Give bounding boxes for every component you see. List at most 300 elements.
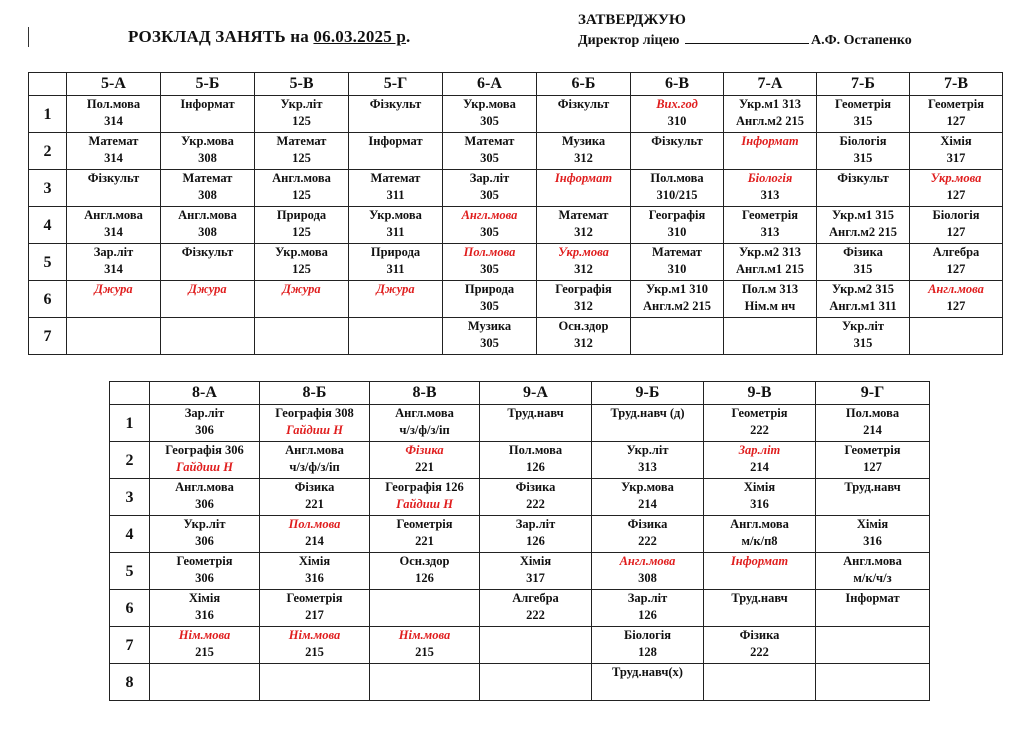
subject-text: Геометрія [844,443,901,457]
room-text: 311 [386,225,405,239]
room-text: 311 [386,188,405,202]
lesson-cell [370,627,480,664]
lesson-cell [443,133,537,170]
lesson-cell [817,318,910,355]
lesson-number: 7 [29,318,67,355]
subject-text: Укр.м1 315 [831,208,895,222]
subject-text: Хімія [743,480,776,494]
lesson-cell [161,318,255,355]
lesson-cell [161,96,255,133]
room-text: 311 [386,262,405,276]
table-row [29,244,1003,281]
lesson-cell [592,516,704,553]
table-row [110,479,930,516]
room-text: 305 [480,114,499,128]
room-text: 310 [667,114,687,128]
subject-text: Біологія [932,208,980,222]
subject-text: Математ [276,134,327,148]
lesson-cell [724,170,817,207]
room-text: 214 [305,534,324,548]
table-row [29,96,1003,133]
subject-text: Геометрія [741,208,799,222]
subject-text: Осн.здор [399,554,450,568]
lesson-cell [370,553,480,590]
lesson-cell [480,516,592,553]
lesson-number: 4 [110,516,150,553]
class-header: 9-Б [592,382,704,405]
subject-text: Фізика [515,480,556,494]
room-text: Англ.м2 215 [642,299,712,313]
room-text: м/к/ч/з [853,571,892,585]
subject-text: Нім.мова [178,628,231,642]
subject-text: Джура [188,282,227,296]
lesson-cell [67,207,161,244]
subject-text: Укр.мова [275,245,328,259]
lesson-cell [255,170,349,207]
lesson-cell [67,281,161,318]
subject-text: Інформат [554,171,613,185]
subject-text: Зар.літ [469,171,510,185]
lesson-cell [817,207,910,244]
room-text: 314 [104,151,123,165]
room-text: 314 [104,225,123,239]
lesson-number: 4 [29,207,67,244]
lesson-cell [910,244,1003,281]
lesson-number: 3 [29,170,67,207]
lesson-cell [255,244,349,281]
subject-text: Укр.мова [181,134,234,148]
table-row [110,516,930,553]
lesson-cell [537,170,631,207]
subject-text: Біологія [747,171,793,185]
subject-text: Геометрія [176,554,233,568]
lesson-cell [255,281,349,318]
lesson-cell [631,281,724,318]
room-text: м/к/п8 [741,534,778,548]
lesson-cell [592,590,704,627]
lesson-cell [816,516,930,553]
room-text: 306 [195,571,214,585]
lesson-cell [537,96,631,133]
subject-text: Англ.мова [730,517,789,531]
room-text: 222 [526,608,545,622]
lesson-cell [443,170,537,207]
lesson-cell [537,133,631,170]
lesson-cell [704,627,816,664]
subject-text: Інформат [741,134,799,148]
subject-text: Пол.мова [288,517,341,531]
room-text: 305 [480,336,499,350]
subject-text: Англ.мова [461,208,518,222]
room-text: 312 [574,336,593,350]
lesson-cell [260,664,370,701]
lesson-cell [910,281,1003,318]
lesson-cell [150,479,260,516]
class-header: 6-А [443,73,537,96]
subject-text: Укр.мова [930,171,982,185]
subject-text: Осн.здор [558,319,609,333]
subject-text: Труд.навч (д) [610,406,685,420]
lesson-cell [67,96,161,133]
subject-text: Укр.мова [369,208,422,222]
subject-text: Труд.навч(х) [612,665,683,679]
lesson-cell [260,479,370,516]
subject-text: Укр.літ [280,97,323,111]
room-text: Англ.м2 215 [735,114,805,128]
subject-text: Фізкульт [369,97,422,111]
subject-text: Біологія [839,134,887,148]
lesson-cell [631,244,724,281]
subject-text: Географія [555,282,612,296]
lesson-cell [537,207,631,244]
page-title [128,27,410,47]
subject-text: Біологія [624,628,671,642]
subject-text: Геометрія [396,517,453,531]
room-text: 127 [863,460,882,474]
subject-text: Укр.м1 313 [738,97,802,111]
lesson-cell [161,244,255,281]
lesson-cell [255,207,349,244]
lesson-cell [704,590,816,627]
schedule-date: 06.03.2025 р [313,27,407,46]
lesson-cell [370,516,480,553]
lesson-cell [443,207,537,244]
subject-text: Фізика [739,628,780,642]
class-header: 7-Б [817,73,910,96]
subject-text: Вих.год [656,97,698,111]
room-text: 221 [415,534,434,548]
subject-text: Джура [376,282,415,296]
director-line [578,31,912,49]
subject-text: Фізкульт [651,134,703,148]
room-text: 315 [853,262,873,276]
room-text: 310 [667,262,687,276]
lesson-cell [349,207,443,244]
lesson-cell [349,244,443,281]
lesson-cell [161,281,255,318]
lesson-cell [704,442,816,479]
room-text: 312 [574,151,593,165]
room-text: 222 [638,534,657,548]
subject-text: Географія [648,208,706,222]
class-header: 8-Б [260,382,370,405]
approval-block [578,12,912,49]
lesson-cell [255,96,349,133]
lesson-number: 2 [110,442,150,479]
room-text: 215 [305,645,324,659]
subject-text: Нім.мова [398,628,451,642]
lesson-cell [260,516,370,553]
subject-text: Пол.мова [508,443,563,457]
room-text: 315 [853,114,873,128]
room-text: 214 [638,497,657,511]
lesson-cell [150,516,260,553]
class-header: 5-Б [161,73,255,96]
lesson-cell [631,133,724,170]
room-text: 313 [760,225,780,239]
subject-text: Математ [558,208,609,222]
room-text: 306 [195,423,214,437]
subject-text: Зар.літ [627,591,668,605]
room-text: 127 [946,299,966,313]
class-header: 9-А [480,382,592,405]
table-row [110,627,930,664]
subject-text: Математ [464,134,515,148]
room-text: 125 [292,262,311,276]
room-text: 306 [195,534,214,548]
table-row [29,318,1003,355]
subject-text: Фізика [405,443,444,457]
room-text: 128 [638,645,657,659]
subject-text: Укр.літ [626,443,669,457]
lesson-number: 3 [110,479,150,516]
room-text: 127 [946,114,966,128]
room-text: 126 [526,460,545,474]
schedule-table-grades-8-9 [109,381,930,701]
lesson-cell [816,553,930,590]
room-text: Англ.м2 215 [828,225,898,239]
subject-text: Укр.літ [183,517,226,531]
room-text: 310 [667,225,687,239]
room-text: 217 [305,608,324,622]
subject-text: Інформат [368,134,423,148]
room-text: 126 [526,534,545,548]
lesson-cell [480,442,592,479]
room-text: 215 [195,645,214,659]
room-text: 316 [750,497,769,511]
class-header: 9-Г [816,382,930,405]
schedule-table-grades-5-7 [28,72,1003,355]
lesson-cell [816,405,930,442]
lesson-cell [480,553,592,590]
lesson-cell [704,479,816,516]
room-text: 308 [638,571,657,585]
lesson-cell [910,96,1003,133]
room-text: Англ.м1 215 [735,262,805,276]
subject-text: Англ.мова [843,554,902,568]
lesson-cell [349,318,443,355]
subject-text: Фізика [843,245,883,259]
subject-text: Інформат [180,97,235,111]
room-text: 316 [305,571,324,585]
room-text: 214 [863,423,882,437]
subject-text: Інформат [845,591,900,605]
lesson-cell [592,627,704,664]
subject-text: Англ.мова [84,208,143,222]
lesson-cell [537,281,631,318]
room-text: 306 [195,497,214,511]
subject-text: Джура [94,282,133,296]
table-row [110,442,930,479]
subject-text: Алгебра [932,245,980,259]
lesson-cell [724,133,817,170]
lesson-cell [370,442,480,479]
lesson-cell [480,627,592,664]
lesson-cell [817,170,910,207]
subject-text: Укр.м2 315 [831,282,895,296]
room-text: 313 [760,188,780,202]
subject-text: Джура [282,282,321,296]
room-text: 308 [198,225,217,239]
class-header: 6-В [631,73,724,96]
lesson-cell [592,664,704,701]
lesson-cell [817,96,910,133]
lesson-cell [910,318,1003,355]
room-text: 305 [480,151,499,165]
lesson-cell [592,553,704,590]
lesson-cell [592,479,704,516]
lesson-cell [631,207,724,244]
subject-text: Хімія [940,134,972,148]
subject-text: Фізкульт [557,97,610,111]
lesson-cell [260,553,370,590]
subject-text: Геометрія [927,97,985,111]
lesson-cell [370,664,480,701]
lesson-cell [150,553,260,590]
corner-cell [110,382,150,405]
subject-text: Укр.м2 313 [738,245,802,259]
subject-text: Фізика [627,517,668,531]
subject-text: Англ.мова [928,282,984,296]
lesson-number: 5 [29,244,67,281]
lesson-number: 2 [29,133,67,170]
room-text: 310/215 [656,188,698,202]
lesson-cell [349,96,443,133]
table-row [110,405,930,442]
subject-text: Укр.літ [841,319,885,333]
lesson-cell [724,207,817,244]
subject-text: Англ.мова [178,208,237,222]
subject-text: Укр.мова [621,480,674,494]
table-row [110,590,930,627]
director-label: Директор ліцею [578,33,680,48]
table-row [29,170,1003,207]
subject-text: Геометрія [834,97,892,111]
subject-text: Фізика [294,480,335,494]
subject-text: Хімія [298,554,331,568]
lesson-cell [67,133,161,170]
class-header: 7-А [724,73,817,96]
room-text: 125 [292,225,311,239]
lesson-cell [150,442,260,479]
lesson-cell [349,170,443,207]
table-row [29,133,1003,170]
subject-text: Алгебра [512,591,559,605]
title-text: РОЗКЛАД ЗАНЯТЬ на [128,27,314,46]
class-header: 5-Г [349,73,443,96]
class-header: 6-Б [537,73,631,96]
lesson-cell [537,318,631,355]
lesson-number: 6 [29,281,67,318]
lesson-cell [161,170,255,207]
subject-text: Фізкульт [87,171,140,185]
text-cursor [28,27,29,47]
lesson-cell [349,281,443,318]
title-period: . [406,27,411,46]
lesson-cell [704,664,816,701]
subject-text: Англ.мова [285,443,344,457]
subject-text: Географія 126 [385,480,464,494]
table-header-row [29,73,1003,96]
subject-text: Пол.мова [86,97,141,111]
lesson-cell [631,318,724,355]
lesson-number: 5 [110,553,150,590]
room-text: 214 [750,460,769,474]
lesson-cell [480,405,592,442]
table-row [110,664,930,701]
lesson-cell [724,96,817,133]
room-text: 126 [415,571,434,585]
room-text: 221 [415,460,434,474]
lesson-cell [150,405,260,442]
lesson-cell [910,207,1003,244]
lesson-cell [817,244,910,281]
subject-text: Географія 306 [165,443,244,457]
lesson-cell [631,170,724,207]
room-text: 305 [480,225,499,239]
lesson-number: 8 [110,664,150,701]
lesson-cell [161,133,255,170]
subject-text: Природа [276,208,327,222]
subject-text: Труд.навч [844,480,901,494]
approve-label: ЗАТВЕРДЖУЮ [578,12,686,28]
subject-text: Англ.мова [272,171,331,185]
subject-text: Фізкульт [181,245,234,259]
lesson-cell [443,281,537,318]
room-text: 308 [198,188,217,202]
room-text: Англ.м1 311 [829,299,897,313]
room-text: 221 [305,497,324,511]
lesson-cell [817,133,910,170]
lesson-number: 1 [29,96,67,133]
lesson-cell [260,442,370,479]
subject-text: Пол.мова [845,406,900,420]
class-header: 5-В [255,73,349,96]
lesson-cell [631,96,724,133]
lesson-cell [443,244,537,281]
lesson-number: 1 [110,405,150,442]
lesson-cell [816,664,930,701]
subject-text: Пол.мова [650,171,704,185]
room-text: 305 [480,262,499,276]
lesson-cell [816,590,930,627]
room-text: 125 [292,151,311,165]
room-text: 314 [104,114,123,128]
subject-text: Фізкульт [837,171,889,185]
subject-text: Музика [561,134,606,148]
room-text: ч/з/ф/з/іп [289,460,340,474]
room-text: 314 [104,262,123,276]
subject-text: Зар.літ [738,443,781,457]
room-text: 315 [853,336,873,350]
room-text: 312 [574,299,593,313]
room-text: 312 [574,262,593,276]
room-text: 305 [480,299,499,313]
lesson-cell [480,664,592,701]
room-text: 215 [415,645,434,659]
room-text: 125 [292,188,311,202]
room-text: 125 [292,114,311,128]
lesson-cell [443,96,537,133]
subject-text: Музика [467,319,512,333]
lesson-cell [704,405,816,442]
lesson-cell [150,590,260,627]
room-text: Гайдиш Н [286,423,343,437]
subject-text: Укр.м1 310 [645,282,709,296]
lesson-cell [260,590,370,627]
subject-text: Труд.навч [507,406,564,420]
room-text: 127 [946,225,966,239]
